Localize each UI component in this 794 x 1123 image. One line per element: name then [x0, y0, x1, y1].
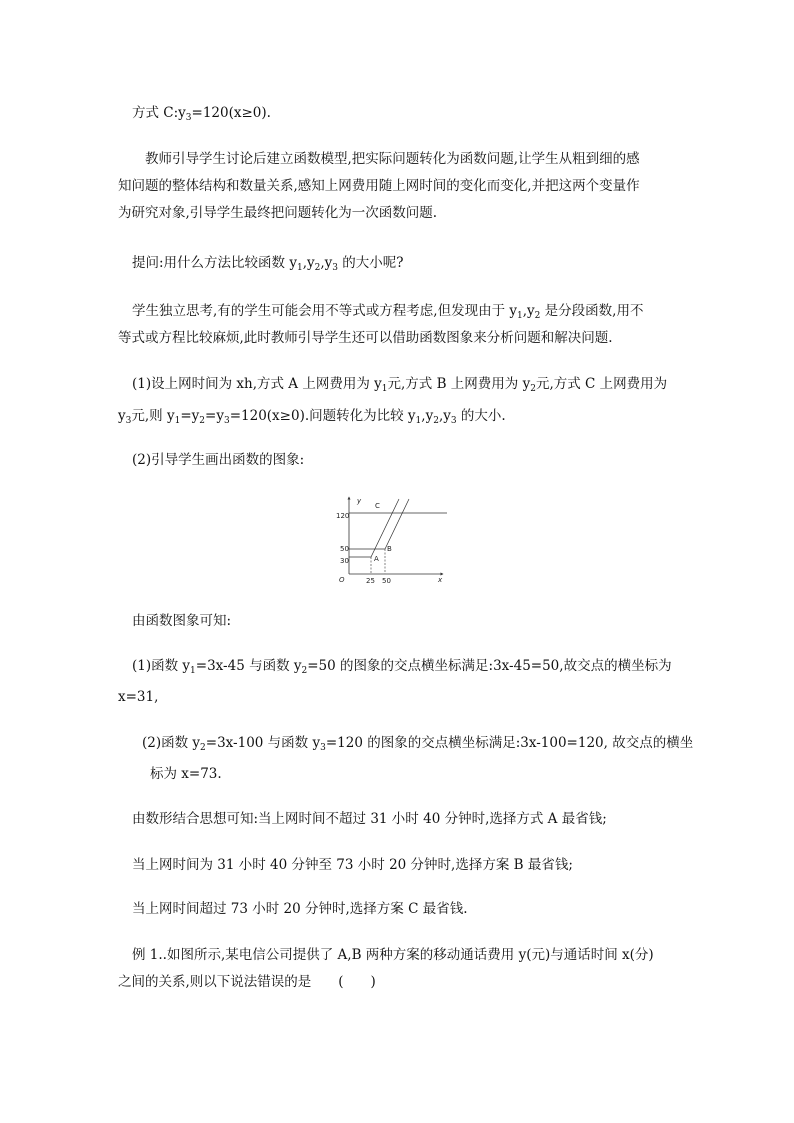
- text-line: 由数形结合思想可知:当上网时间不超过 31 小时 40 分钟时,选择方式 A 最省钱;: [132, 811, 607, 827]
- y-tick-50: 50: [340, 545, 349, 553]
- paragraph-line: (1)设上网时间为 xh,方式 A 上网费用为 $y_1$元,方式 B 上网费用为 $y_2$元,方式 C 上网费用为: [132, 376, 668, 394]
- origin-label: O: [339, 576, 345, 584]
- paragraph-line: x=31,: [118, 689, 159, 705]
- text-line: 当上网时间为 31 小时 40 分钟至 73 小时 20 分钟时,选择方案 B 最省钱;: [132, 857, 573, 873]
- text-line: 由函数图象可知:: [132, 613, 232, 629]
- paragraph-line: $y_3$元,则 $y_1=y_2=y_3=120(x\ge 0)$.问题转化为比较 $y_1,y_2,y_3$ 的大小.: [118, 408, 506, 426]
- text-line: 当上网时间超过 73 小时 20 分钟时,选择方案 C 最省钱.: [132, 901, 468, 917]
- x-tick-50: 50: [382, 577, 391, 585]
- paragraph-line: 之间的关系,则以下说法错误的是 ( ): [118, 974, 376, 990]
- line-c-label: C: [375, 502, 380, 510]
- line-a-label: A: [374, 555, 379, 563]
- paragraph-line: (2)函数 $y_2=3x-100$ 与函数 $y_3=120$ 的图象的交点横坐标满足:3x-100=120, 故交点的横坐: [142, 735, 694, 753]
- paragraph-line: 学生独立思考,有的学生可能会用不等式或方程考虑,但发现由于 $y_1,y_2$ 是分段函数,用不: [132, 303, 644, 321]
- paragraph-line: 为研究对象,引导学生最终把问题转化为一次函数问题.: [118, 205, 438, 221]
- line-b-label: B: [387, 545, 392, 553]
- text-line: (2)引导学生画出函数的图象:: [132, 452, 305, 468]
- text-line: 方式 $C:y_3=120(x\ge 0)$.: [132, 105, 271, 123]
- y-tick-120: 120: [336, 512, 350, 520]
- paragraph-line: 标为 x=73.: [150, 766, 222, 782]
- x-tick-25: 25: [366, 577, 375, 585]
- paragraph-line: 教师引导学生讨论后建立函数模型,把实际问题转化为函数问题,让学生从粗到细的感: [145, 151, 640, 167]
- paragraph-line: 知问题的整体结构和数量关系,感知上网费用随上网时间的变化而变化,并把这两个变量作: [118, 178, 640, 194]
- paragraph-line: 例 1..如图所示,某电信公司提供了 A,B 两种方案的移动通话费用 y(元)与通话时间 x(分): [132, 947, 654, 963]
- y-tick-30: 30: [340, 557, 349, 565]
- y-axis-label: y: [357, 497, 362, 505]
- text-line: 提问:用什么方法比较函数 $y_1,y_2,y_3$ 的大小呢?: [132, 255, 404, 273]
- function-graph: [335, 494, 447, 586]
- paragraph-line: (1)函数 $y_1=3x-45$ 与函数 $y_2=50$ 的图象的交点横坐标满足:3x-45=50,故交点的横坐标为: [132, 658, 672, 676]
- x-axis-label: x: [438, 576, 443, 584]
- paragraph-line: 等式或方程比较麻烦,此时教师引导学生还可以借助函数图象来分析问题和解决问题.: [118, 330, 613, 346]
